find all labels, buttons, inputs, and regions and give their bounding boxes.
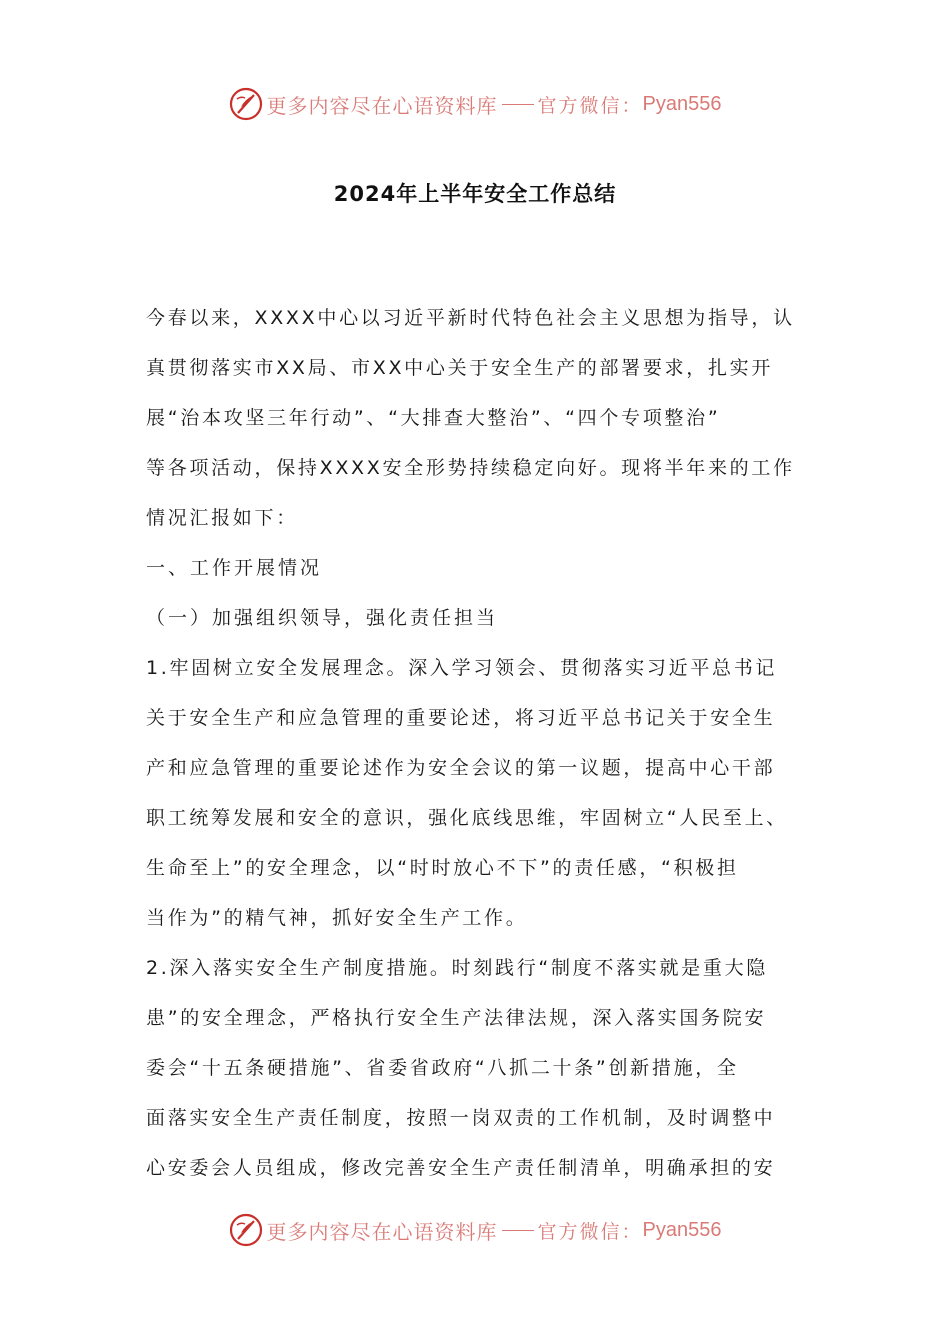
- banner-dash: [502, 1230, 534, 1231]
- body-line: 展“治本攻坚三年行动”、“大排查大整治”、“四个专项整治”: [146, 407, 721, 429]
- subsection-heading: （一）加强组织领导，强化责任担当: [146, 607, 499, 629]
- quill-logo-icon: [229, 1213, 263, 1247]
- body-line: 今春以来，XXXX中心以习近平新时代特色社会主义思想为指导，认: [146, 307, 795, 329]
- body-line: 真贯彻落实市XX局、市XX中心关于安全生产的部署要求，扎实开: [146, 357, 774, 379]
- body-line: 患”的安全理念，严格执行安全生产法律法规，深入落实国务院安: [146, 1007, 767, 1029]
- header-watermark-banner: [0, 84, 950, 124]
- document-body: [146, 293, 826, 1193]
- body-line: 等各项活动，保持XXXX安全形势持续稳定向好。现将半年来的工作: [146, 457, 795, 479]
- footer-watermark-banner: [0, 1210, 950, 1250]
- body-line: 当作为”的精气神，抓好安全生产工作。: [146, 907, 528, 929]
- section-heading: 一、工作开展情况: [146, 557, 323, 579]
- banner-wechat-label: 官方微信：: [537, 1220, 643, 1243]
- banner-slogan: 更多内容尽在心语资料库: [266, 93, 498, 118]
- body-line: 关于安全生产和应急管理的重要论述，将习近平总书记关于安全生: [146, 707, 776, 729]
- body-line: 职工统筹发展和安全的意识，强化底线思维，牢固树立“人民至上、: [146, 807, 788, 829]
- body-line: 1.牢固树立安全发展理念。深入学习领会、贯彻落实习近平总书记: [146, 657, 778, 679]
- document-title: 2024年上半年安全工作总结: [333, 182, 617, 206]
- banner-wechat-id: Pyan556: [642, 1218, 722, 1241]
- quill-logo-icon: [229, 87, 263, 121]
- banner-slogan: 更多内容尽在心语资料库: [266, 1219, 498, 1244]
- banner-wechat-label: 官方微信：: [537, 94, 643, 117]
- body-line: 2.深入落实安全生产制度措施。时刻践行“制度不落实就是重大隐: [146, 957, 768, 979]
- body-line: 委会“十五条硬措施”、省委省政府“八抓二十条”创新措施，全: [146, 1057, 739, 1079]
- body-line: 情况汇报如下：: [146, 507, 298, 529]
- body-line: 生命至上”的安全理念，以“时时放心不下”的责任感，“积极担: [146, 857, 739, 879]
- body-line: 心安委会人员组成，修改完善安全生产责任制清单，明确承担的安: [146, 1157, 776, 1179]
- banner-dash: [502, 104, 534, 105]
- banner-wechat-id: Pyan556: [642, 92, 722, 115]
- body-line: 产和应急管理的重要论述作为安全会议的第一议题，提高中心干部: [146, 757, 776, 779]
- body-line: 面落实安全生产责任制度，按照一岗双责的工作机制，及时调整中: [146, 1107, 776, 1129]
